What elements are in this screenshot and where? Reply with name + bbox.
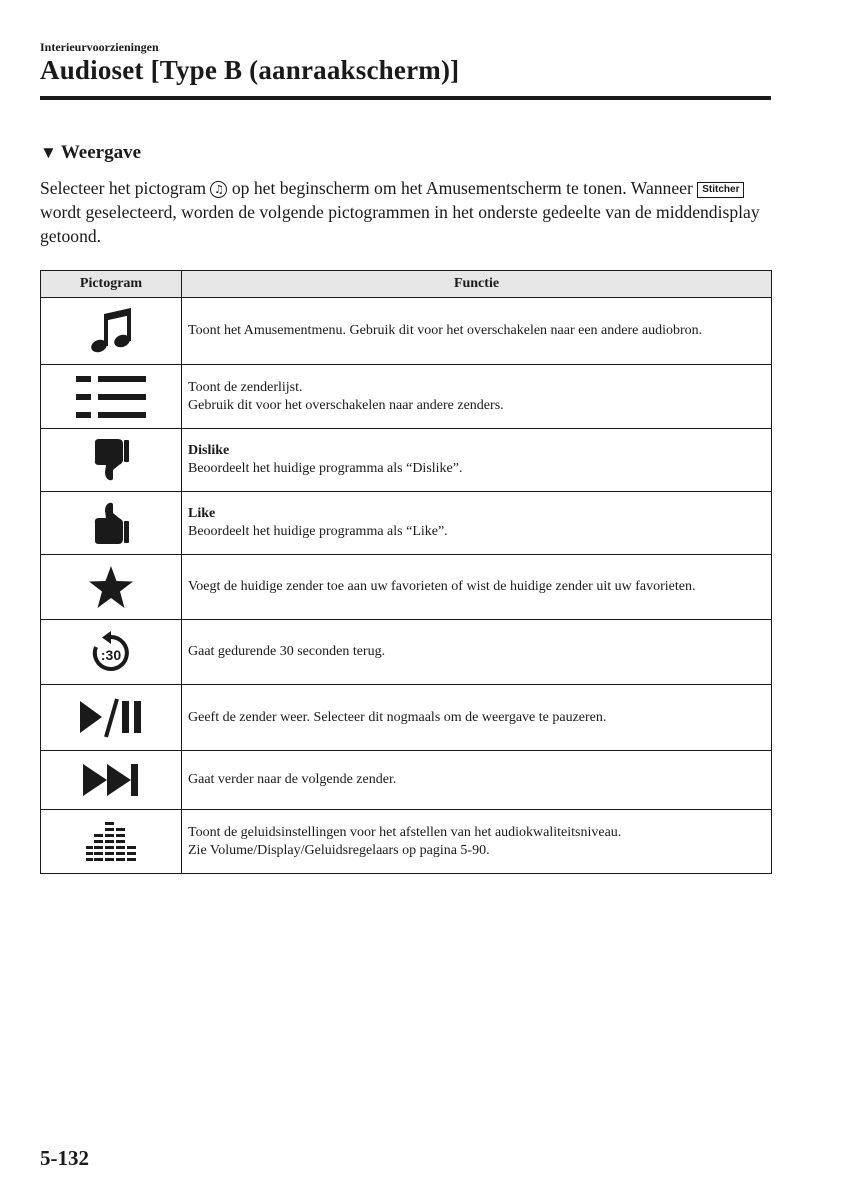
description: Voegt de huidige zender toe aan uw favorieten of wist de huidige zender uit uw favorieten. (188, 579, 696, 594)
description: Geeft de zender weer. Selecteer dit nogmaals om de weergave te pauzeren. (188, 709, 607, 725)
list-icon (76, 376, 146, 418)
term: Dislike (188, 443, 230, 458)
replay-30-icon (91, 631, 131, 673)
subheading (40, 142, 141, 164)
description: Toont de zenderlijst. (188, 379, 303, 395)
equalizer-icon (86, 822, 136, 862)
table-row (41, 751, 772, 810)
text-cell (182, 685, 772, 751)
description: Toont het Amusementmenu. Gebruik dit voor het overschakelen naar een andere audiobron. (188, 323, 703, 338)
icon-cell (41, 298, 182, 365)
skip-next-icon (83, 762, 139, 798)
table-row (41, 298, 772, 365)
table-header-row (41, 271, 772, 298)
text-cell (182, 751, 772, 810)
term: Like (188, 506, 216, 521)
table-row (41, 810, 772, 874)
text-cell (182, 492, 772, 555)
table-row (41, 365, 772, 429)
pictogram-table (40, 270, 772, 874)
page-number: 5-132 (40, 1146, 89, 1170)
icon-cell (41, 365, 182, 429)
description: Gaat gedurende 30 seconden terug. (188, 644, 386, 659)
text-cell (182, 298, 772, 365)
description-2: Gebruik dit voor het overschakelen naar andere zenders. (188, 397, 504, 413)
header-pictogram: Pictogram (41, 271, 182, 298)
header-functie: Functie (182, 271, 772, 298)
replay-30-label: :30 (100, 647, 122, 663)
music-note-icon (89, 306, 133, 356)
description-2: Zie Volume/Display/Geluidsregelaars op pagina 5-90. (188, 842, 490, 858)
table-row (41, 555, 772, 620)
icon-cell (41, 555, 182, 620)
description: Beoordeelt het huidige programma als “Like”. (188, 524, 448, 539)
table-row (41, 685, 772, 751)
intro-text-2: op het beginscherm om het Amusementscherm te tonen. Wanneer (227, 178, 698, 198)
star-icon (89, 566, 133, 608)
intro-paragraph (40, 176, 780, 248)
table-row (41, 620, 772, 685)
icon-cell (41, 685, 182, 751)
triangle-marker-icon: ▼ (40, 143, 57, 162)
page-title: Audioset [Type B (aanraakscherm)] (40, 55, 460, 85)
stitcher-button: Stitcher (697, 182, 744, 198)
text-cell (182, 810, 772, 874)
description: Toont de geluidsinstellingen voor het afstellen van het audiokwaliteitsniveau. (188, 824, 622, 840)
table-row (41, 429, 772, 492)
music-note-icon: ♫ (210, 181, 227, 198)
title-rule (40, 96, 771, 100)
play-pause-icon (80, 697, 142, 739)
text-cell (182, 620, 772, 685)
icon-cell (41, 810, 182, 874)
text-cell (182, 429, 772, 492)
section-label: Interieurvoorzieningen (40, 40, 159, 54)
intro-text-3: wordt geselecteerd, worden de volgende pictogrammen in het onderste gedeelte van de middendisplay getoond. (40, 202, 760, 246)
description: Gaat verder naar de volgende zender. (188, 772, 397, 787)
icon-cell (41, 751, 182, 810)
icon-cell (41, 620, 182, 685)
subheading-text: Weergave (60, 142, 142, 163)
thumbs-up-icon (92, 501, 130, 545)
description: Beoordeelt het huidige programma als “Dislike”. (188, 461, 463, 476)
table-row (41, 492, 772, 555)
thumbs-down-icon (92, 438, 130, 482)
text-cell (182, 365, 772, 429)
icon-cell (41, 429, 182, 492)
icon-cell (41, 492, 182, 555)
intro-text-1: Selecteer het pictogram (40, 178, 211, 198)
text-cell (182, 555, 772, 620)
